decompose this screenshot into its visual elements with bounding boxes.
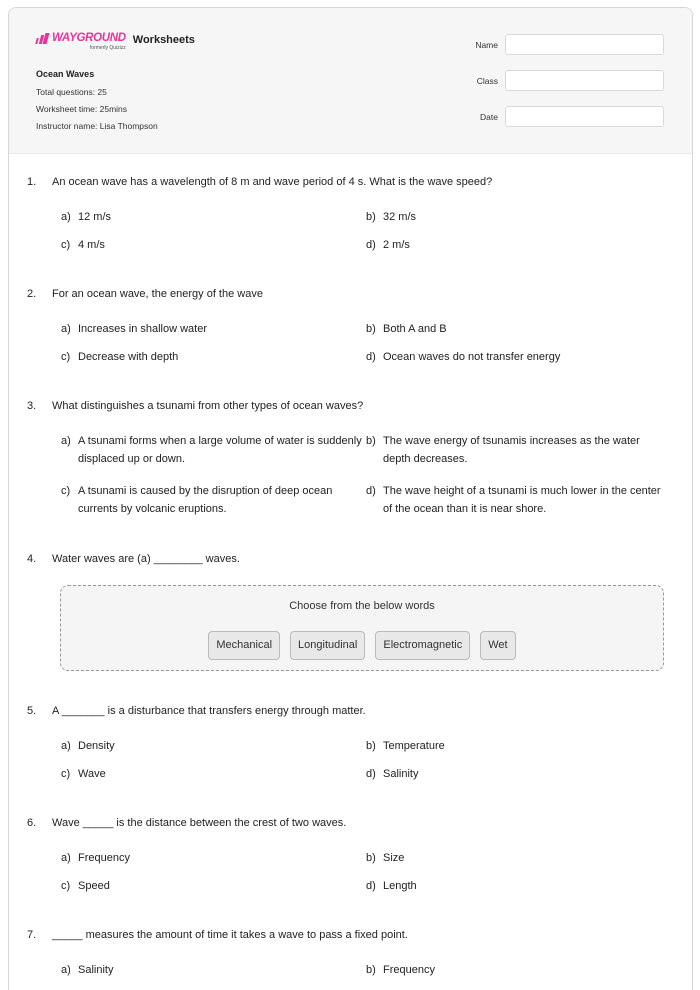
question-7 (27, 929, 408, 941)
product-title: Worksheets (132, 34, 195, 46)
option-c[interactable]: c) Decrease with depth (61, 351, 179, 363)
name-field[interactable] (505, 34, 664, 55)
question-text: What distinguishes a tsunami from other types of ocean waves? (52, 400, 364, 412)
wayground-logo (36, 32, 126, 51)
option-b[interactable]: b) Frequency (366, 964, 435, 976)
date-field[interactable] (505, 106, 664, 127)
worksheet-title: Ocean Waves (36, 69, 95, 79)
question-number: 2. (27, 288, 37, 300)
option-d[interactable]: d) Ocean waves do not transfer energy (366, 351, 561, 363)
worksheet-header (9, 8, 692, 154)
word-chip[interactable]: Wet (480, 631, 515, 660)
word-chip[interactable]: Longitudinal (290, 631, 365, 660)
option-c[interactable]: c) 4 m/s (61, 239, 105, 251)
student-fields (475, 34, 664, 142)
logo-bars-icon (36, 33, 49, 44)
option-b[interactable]: b) Both A and B (366, 323, 447, 335)
word-bank (60, 585, 664, 671)
question-2 (27, 288, 263, 300)
logo-text: WAYGROUND (52, 32, 126, 44)
question-1 (27, 176, 492, 188)
brand (36, 32, 195, 51)
option-d[interactable]: d) 2 m/s (366, 239, 410, 251)
question-text: Water waves are (a) ________ waves. (52, 553, 240, 565)
instructor-name: Instructor name: Lisa Thompson (36, 121, 158, 131)
question-6 (27, 817, 346, 829)
option-a[interactable]: a) Density (61, 740, 115, 752)
total-questions: Total questions: 25 (36, 87, 107, 97)
question-number: 6. (27, 817, 37, 829)
question-text: A _______ is a disturbance that transfers energy through matter. (52, 705, 366, 717)
question-number: 5. (27, 705, 37, 717)
option-c[interactable]: c) A tsunami is caused by the disruption of deep ocean currents by volcanic eruptions. (61, 485, 333, 515)
option-a[interactable]: a) Increases in shallow water (61, 323, 208, 335)
option-b[interactable]: b) The wave energy of tsunamis increases as the water depth decreases. (366, 435, 640, 465)
question-number: 3. (27, 400, 37, 412)
question-text: _____ measures the amount of time it takes a wave to pass a fixed point. (52, 929, 408, 941)
option-a[interactable]: a) Frequency (61, 852, 130, 864)
option-a[interactable]: a) A tsunami forms when a large volume of water is suddenly displaced up or down. (61, 435, 362, 465)
worksheet-time: Worksheet time: 25mins (36, 104, 128, 114)
question-number: 4. (27, 553, 37, 565)
class-field[interactable] (505, 70, 664, 91)
option-b[interactable]: b) Temperature (366, 740, 445, 752)
logo-subtext: formerly Quizizz (89, 45, 126, 51)
name-label: Name (475, 39, 498, 50)
option-d[interactable]: d) Salinity (366, 768, 419, 780)
question-3 (27, 400, 363, 412)
option-c[interactable]: c) Speed (61, 880, 110, 892)
option-a[interactable]: a) Salinity (61, 964, 114, 976)
word-bank-title: Choose from the below words (289, 600, 435, 612)
option-d[interactable]: d) The wave height of a tsunami is much lower in the center of the ocean than it is near shore. (366, 485, 661, 515)
question-text: For an ocean wave, the energy of the wave (52, 288, 263, 300)
worksheet-meta (36, 68, 158, 137)
option-b[interactable]: b) Size (366, 852, 405, 864)
question-number: 1. (27, 176, 37, 188)
word-chip[interactable]: Mechanical (208, 631, 280, 660)
question-text: An ocean wave has a wavelength of 8 m and wave period of 4 s. What is the wave speed? (52, 176, 493, 188)
option-a[interactable]: a) 12 m/s (61, 211, 112, 223)
option-c[interactable]: c) Wave (61, 768, 106, 780)
word-chips (61, 631, 663, 660)
question-number: 7. (27, 929, 37, 941)
option-b[interactable]: b) 32 m/s (366, 211, 417, 223)
class-label: Class (476, 75, 498, 86)
question-text: Wave _____ is the distance between the crest of two waves. (52, 817, 347, 829)
question-5 (27, 705, 366, 717)
question-4 (27, 553, 240, 565)
word-chip[interactable]: Electromagnetic (375, 631, 470, 660)
date-label: Date (480, 111, 498, 122)
option-d[interactable]: d) Length (366, 880, 417, 892)
